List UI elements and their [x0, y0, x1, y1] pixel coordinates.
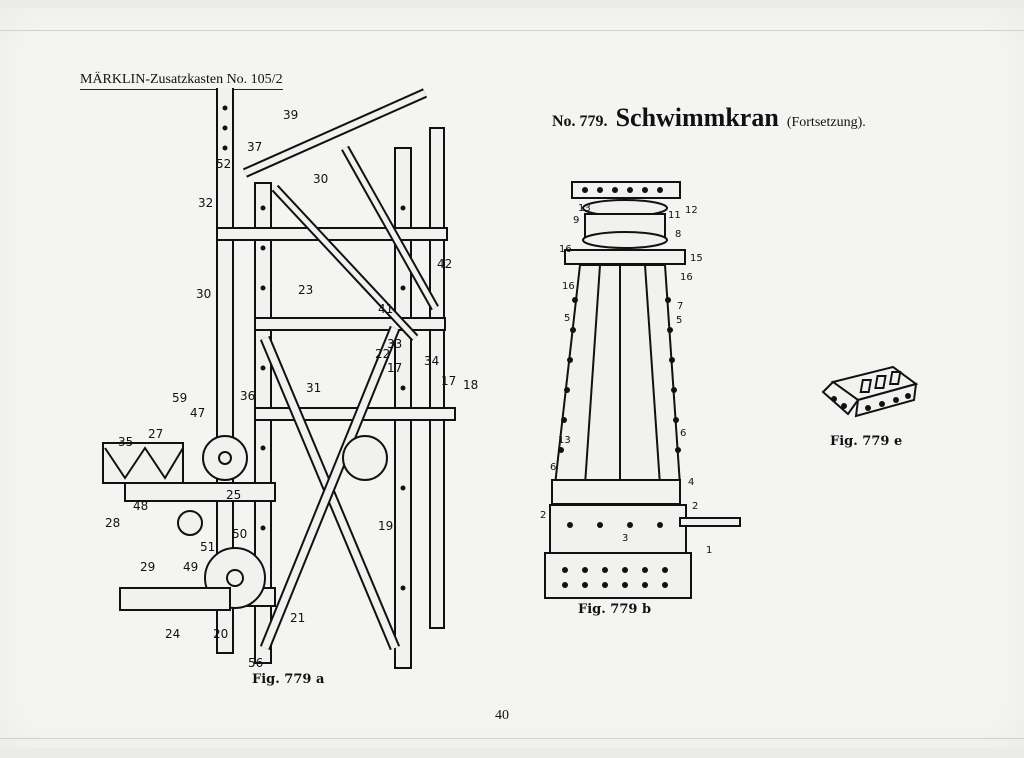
scan-line	[0, 738, 1024, 739]
part-label: 8	[675, 229, 682, 240]
part-label: 19	[378, 519, 394, 533]
model-name: Schwimmkran	[615, 103, 779, 132]
part-label: 33	[387, 337, 403, 351]
part-label: 4	[688, 477, 695, 488]
part-label: 41	[378, 302, 394, 316]
part-label: 59	[172, 391, 188, 405]
part-label: 47	[190, 406, 206, 420]
model-title	[552, 103, 866, 133]
part-label: 48	[133, 499, 149, 513]
part-label: 49	[183, 560, 199, 574]
part-label: 13	[578, 203, 591, 214]
part-label: 12	[685, 205, 698, 216]
part-label: 16	[562, 281, 575, 292]
figure-779a-caption: Fig. 779 a	[252, 672, 325, 687]
part-label: 22	[375, 347, 391, 361]
part-label: 16	[680, 272, 693, 283]
part-label: 32	[198, 196, 214, 210]
figure-779b-labels	[530, 195, 730, 555]
part-label: 18	[463, 378, 479, 392]
part-label: 25	[226, 488, 242, 502]
part-label: 51	[200, 540, 216, 554]
part-label: 7	[677, 301, 684, 312]
part-label: 9	[573, 215, 580, 226]
part-label: 34	[424, 354, 440, 368]
figure-779e-drawing	[818, 362, 923, 422]
part-label: 42	[437, 257, 453, 271]
part-label: 6	[680, 428, 687, 439]
part-label: 35	[118, 435, 134, 449]
part-label: 30	[196, 287, 212, 301]
part-label: 13	[558, 435, 571, 446]
part-label: 28	[105, 516, 121, 530]
part-label: 15	[690, 253, 703, 264]
part-label: 52	[216, 157, 232, 171]
part-label: 20	[213, 627, 229, 641]
part-label: 6	[550, 462, 557, 473]
part-label: 36	[240, 389, 256, 403]
book-header: MÄRKLIN-Zusatzkasten No. 105/2	[80, 72, 283, 90]
part-label: 5	[564, 313, 571, 324]
part-label: 56	[248, 656, 264, 670]
part-label: 24	[165, 627, 181, 641]
part-label: 11	[668, 210, 681, 221]
part-label: 23	[298, 283, 314, 297]
part-label: 21	[290, 611, 306, 625]
part-label: 5	[676, 315, 683, 326]
figure-779e-caption: Fig. 779 e	[830, 434, 903, 449]
part-label: 37	[247, 140, 263, 154]
figure-779b-caption: Fig. 779 b	[578, 602, 652, 617]
model-number: No. 779.	[552, 113, 608, 130]
part-label: 16	[559, 244, 572, 255]
model-subtitle: (Fortsetzung).	[786, 115, 866, 130]
page-number: 40	[495, 708, 509, 723]
part-label: 31	[306, 381, 322, 395]
part-label: 17	[387, 361, 403, 375]
part-label: 27	[148, 427, 164, 441]
part-label: 30	[313, 172, 329, 186]
part-label: 50	[232, 527, 248, 541]
part-label: 17	[441, 374, 457, 388]
part-label: 2	[540, 510, 547, 521]
part-label: 3	[622, 533, 629, 544]
part-label: 29	[140, 560, 156, 574]
part-label: 2	[692, 501, 699, 512]
figure-779a-labels	[0, 0, 480, 680]
part-label: 1	[706, 545, 713, 555]
part-label: 39	[283, 108, 299, 122]
